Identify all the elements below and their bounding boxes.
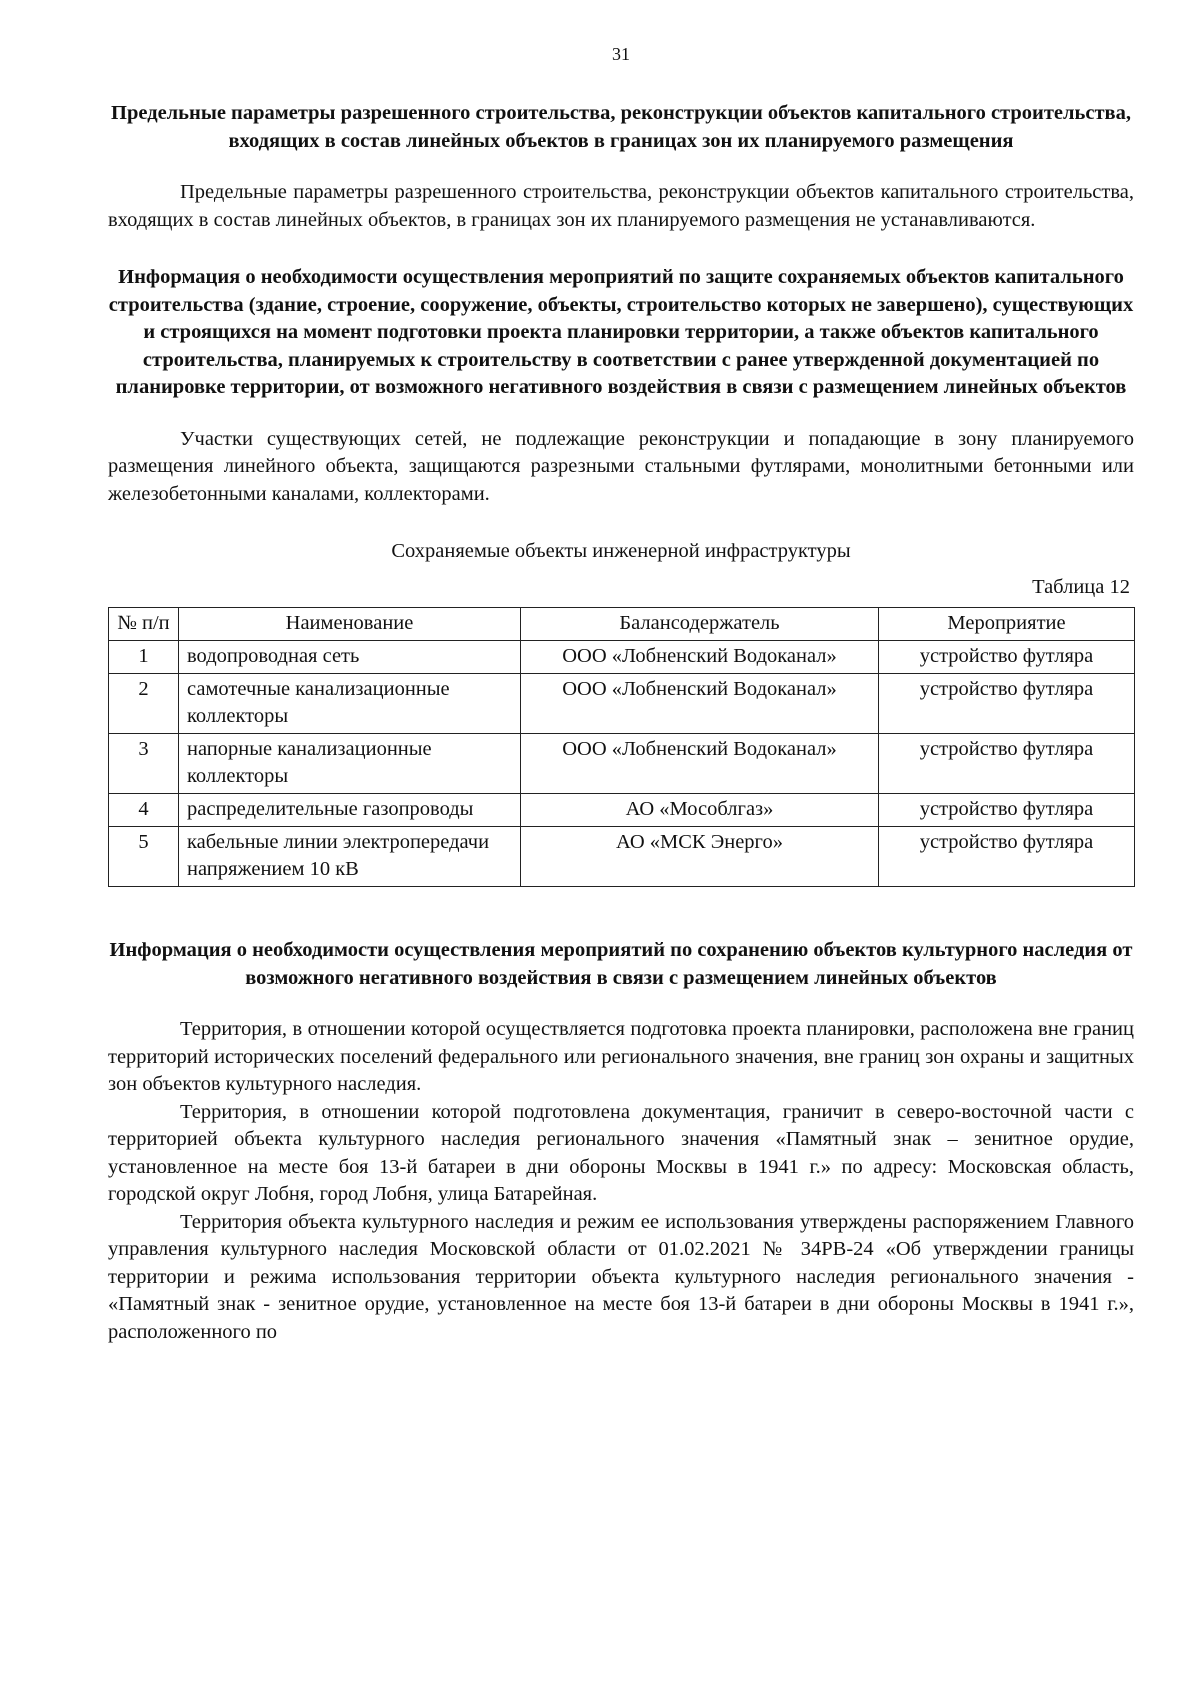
header-holder: Балансодержатель [521,608,879,641]
section3-heading: Информация о необходимости осуществления мероприятий по сохранению объектов культурного наследия от возможного негативного воздействия в связи с размещением линейных объектов [109,939,1133,989]
row-holder: ООО «Лобненский Водоканал» [521,674,879,734]
document-page [108,44,1134,1346]
row-number: 3 [109,734,179,794]
table-row [109,794,1135,827]
table-row [109,641,1135,674]
table-row [109,827,1135,887]
row-name: напорные канализационные коллекторы [179,734,521,794]
table-header-row [109,608,1135,641]
section2-paragraph: Участки существующих сетей, не подлежащие реконструкции и попадающие в зону планируемого размещения линейного объекта, защищаются разрезными стальными футлярами, монолитными бетонными или железобетонными каналами, коллекторами. [108,427,1134,505]
table-row [109,674,1135,734]
row-measure: устройство футляра [879,794,1135,827]
header-name: Наименование [179,608,521,641]
row-number: 1 [109,641,179,674]
page-number: 31 [612,44,630,64]
section3-paragraph-2: Территория, в отношении которой подготовлена документация, граничит в северо-восточной части с территорией объекта культурного наследия регионального значения «Памятный знак – зенитное орудие, установленное на месте боя 13-й батареи в дни обороны Москвы в 1941 г.» по адресу: Московская область, городской округ Лобня, город Лобня, улица Батарейная. [108,1100,1134,1205]
section2-heading: Информация о необходимости осуществления мероприятий по защите сохраняемых объектов капитального строительства (здание, строение, сооружение, объекты, строительство которых не завершено), существующих и строящихся на момент подготовки проекта планировки территории, а также объектов капитального строительства, планируемых к строительству в соответствии с ранее утвержденной документацией по планировке территории, от возможного негативного воздействия в связи с размещением линейных объектов [108,266,1134,398]
section1-paragraph: Предельные параметры разрешенного строительства, реконструкции объектов капитального строительства, входящих в состав линейных объектов, в границах зон их планируемого размещения не устанавливаются. [108,181,1134,231]
header-measure: Мероприятие [879,608,1135,641]
row-name: кабельные линии электропередачи напряжением 10 кВ [179,827,521,887]
row-number: 4 [109,794,179,827]
row-holder: АО «Мособлгаз» [521,794,879,827]
section1-heading: Предельные параметры разрешенного строительства, реконструкции объектов капитального строительства, входящих в состав линейных объектов в границах зон их планируемого размещения [111,102,1131,152]
section3-paragraph-1: Территория, в отношении которой осуществляется подготовка проекта планировки, расположена вне границ территорий исторических поселений федерального или регионального значения, вне границ зон охраны и защитных зон объектов культурного наследия. [108,1018,1134,1095]
row-name: распределительные газопроводы [179,794,521,827]
table-row [109,734,1135,794]
header-number: № п/п [109,608,179,641]
infrastructure-table [108,607,1135,887]
row-number: 5 [109,827,179,887]
row-holder: АО «МСК Энерго» [521,827,879,887]
row-holder: ООО «Лобненский Водоканал» [521,641,879,674]
row-measure: устройство футляра [879,827,1135,887]
row-holder: ООО «Лобненский Водоканал» [521,734,879,794]
row-measure: устройство футляра [879,641,1135,674]
row-measure: устройство футляра [879,734,1135,794]
row-name: самотечные канализационные коллекторы [179,674,521,734]
table-label: Таблица 12 [1032,575,1130,598]
section3-paragraph-3: Территория объекта культурного наследия и режим ее использования утверждены распоряжением Главного управления культурного наследия Московской области от 01.02.2021 № 34РВ-24 «Об утверждении границы территории и режима использования территории объекта культурного наследия регионального значения - «Памятный знак - зенитное орудие, установленное на месте боя 13-й батареи в дни обороны Москвы в 1941 г.», расположенного по [108,1210,1134,1343]
row-name: водопроводная сеть [179,641,521,674]
row-measure: устройство футляра [879,674,1135,734]
row-number: 2 [109,674,179,734]
table-caption: Сохраняемые объекты инженерной инфраструктуры [391,540,851,562]
